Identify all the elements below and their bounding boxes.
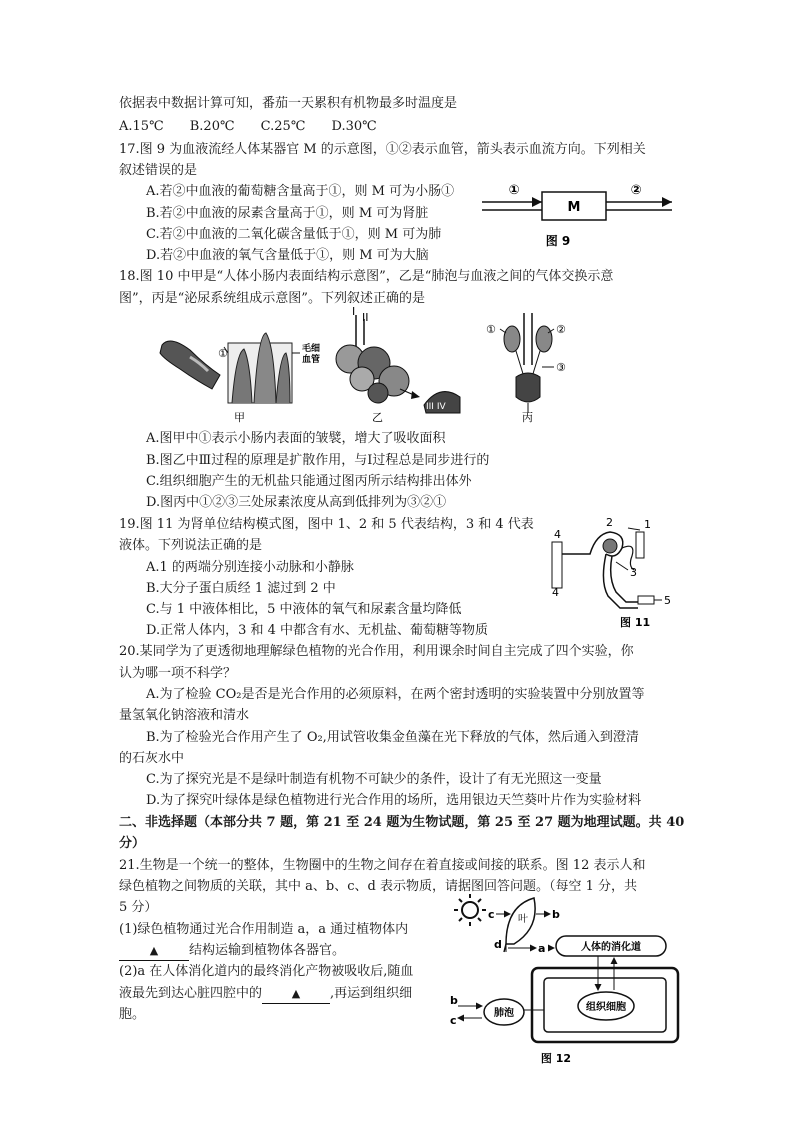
q20-option-b-1[interactable]: B.为了检验光合作用产生了 O₂,用试管收集金鱼藻在光下释放的气体，然后通入到澄清 — [146, 730, 639, 745]
figure-11-label-5: 5 — [664, 594, 671, 607]
q17-stem-1: 17.图 9 为血液流经人体某器官 M 的示意图，①②表示血管，箭头表示血流方向。下列相关 — [119, 142, 646, 157]
figure-10-jia-caption: 甲 — [234, 411, 245, 424]
figure-12-leaf-label: 叶 — [518, 914, 528, 925]
q16-option-b[interactable]: B.20℃ — [189, 119, 235, 134]
figure-10-process-iii-iv-label: III IV — [426, 402, 446, 412]
figure-12-b-left-label: b — [450, 994, 458, 1007]
figure-10-bing-label-2: ② — [556, 323, 566, 336]
q20-option-a-1[interactable]: A.为了检验 CO₂是否是光合作用的必须原料，在两个密封透明的实验装置中分别放置等 — [146, 687, 645, 702]
q20-stem-2: 认为哪一项不科学？ — [119, 666, 237, 681]
figure-10-process-i-label: I — [352, 305, 356, 318]
q16-option-a[interactable]: A.15℃ — [119, 119, 164, 134]
figure-11-label-1: 1 — [644, 518, 651, 531]
figure-10-jia-label-1: ① — [218, 347, 228, 360]
figure-10-bing-urinary — [486, 313, 566, 424]
q21-stem-2: 绿色植物之间物质的关联，其中 a、b、c、d 表示物质，请据图回答问题。（每空 1 分，共 — [119, 879, 637, 894]
q20-option-b-2[interactable]: 的石灰水中 — [119, 751, 185, 766]
q19-stem-2: 液体。下列说法正确的是 — [119, 538, 263, 553]
q16-option-c[interactable]: C.25℃ — [260, 119, 306, 134]
figure-10-diagrams — [150, 305, 590, 427]
figure-12-d-label: d — [494, 938, 502, 951]
figure-12-a-label: a — [538, 942, 546, 955]
q18-stem-2: 图”，丙是“泌尿系统组成示意图”。下列叙述正确的是 — [119, 291, 425, 306]
figure-12-digestive-label: 人体的消化道 — [581, 942, 641, 953]
q19-option-b[interactable]: B.大分子蛋白质经 1 滤过到 2 中 — [146, 581, 336, 596]
section-2-heading: 二、非选择题（本部分共 7 题，第 21 至 24 题为生物试题，第 25 至 27 题为地理试题。共 40 — [119, 815, 685, 830]
q18-option-c[interactable]: C.组织细胞产生的无机盐只能通过图丙所示结构排出体外 — [146, 474, 472, 489]
q17-stem-2: 叙述错误的是 — [119, 163, 198, 178]
q21-part-2-line-2 — [119, 985, 412, 1004]
figure-12-c-left-label: c — [450, 1014, 457, 1027]
figure-10-yi-alveoli — [336, 305, 460, 424]
q17-option-c[interactable]: C.若②中血液的二氧化碳含量低于①，则 M 可为肺 — [146, 227, 442, 242]
q18-option-d[interactable]: D.图丙中①②③三处尿素浓度从高到低排列为③②① — [146, 495, 447, 510]
q16-tail: 依据表中数据计算可知，番茄一天累积有机物最多时温度是 — [119, 96, 458, 111]
figure-10-capillary-label-2: 血管 — [302, 355, 321, 365]
q16-options — [119, 118, 399, 136]
figure-11-caption: 图 11 — [620, 616, 651, 629]
q17-option-b[interactable]: B.若②中血液的尿素含量高于①，则 M 可为肾脏 — [146, 206, 429, 221]
q21-answer-marker-1: ▲ — [149, 944, 159, 957]
figure-12-material-cycle — [448, 892, 680, 1068]
figure-12-tissue-label: 组织细胞 — [586, 1002, 626, 1013]
q18-option-b[interactable]: B.图乙中Ⅲ过程的原理是扩散作用，与Ⅰ过程总是同步进行的 — [146, 453, 490, 468]
q17-option-d[interactable]: D.若②中血液的氧气含量低于①，则 M 可为大脑 — [146, 248, 429, 263]
figure-11-nephron — [536, 512, 676, 632]
figure-10-capillary-label-1: 毛细 — [302, 344, 321, 354]
q21-part-2-text-a: 液最先到达心脏四腔中的 — [119, 986, 263, 1001]
q17-option-a[interactable]: A.若②中血液的葡萄糖含量高于①，则 M 可为小肠① — [146, 184, 455, 199]
figure-9-organ-label: M — [567, 200, 581, 215]
q18-stem-1: 18.图 10 中甲是“人体小肠内表面结构示意图”，乙是“肺泡与血液之间的气体交换示意 — [119, 269, 614, 284]
q19-option-c[interactable]: C.与 1 中液体相比，5 中液体的氧气和尿素含量均降低 — [146, 602, 462, 617]
figure-10-bing-label-3: ③ — [556, 361, 566, 374]
figure-11-label-3: 3 — [630, 566, 637, 579]
figure-12-c-top-label: c — [488, 908, 495, 921]
q21-answer-blank-2[interactable] — [262, 985, 330, 1004]
figure-10-jia-intestine — [160, 333, 320, 424]
figure-11-label-2: 2 — [606, 516, 613, 529]
figure-12-caption: 图 12 — [540, 1052, 572, 1065]
figure-10-bing-caption: 丙 — [522, 411, 533, 424]
q20-option-a-2[interactable]: 量氢氧化钠溶液和清水 — [119, 708, 250, 723]
figure-11-label-4-top: 4 — [554, 528, 561, 541]
q21-part-1-text: 结构运输到植物体各器官。 — [189, 943, 346, 958]
q20-stem-1: 20.某同学为了更透彻地理解绿色植物的光合作用，利用课余时间自主完成了四个实验，你 — [119, 644, 634, 659]
figure-9-organ-diagram — [478, 178, 682, 250]
q21-part-2-text-b: ,再运到组织细 — [330, 986, 413, 1001]
q20-option-d[interactable]: D.为了探究叶绿体是绿色植物进行光合作用的场所，选用银边天竺葵叶片作为实验材料 — [146, 793, 642, 808]
q18-option-a[interactable]: A.图甲中①表示小肠内表面的皱襞，增大了吸收面积 — [146, 431, 446, 446]
q21-part-2-line-1: (2)a 在人体消化道内的最终消化产物被吸收后,随血 — [119, 964, 414, 979]
figure-10-bing-label-1: ① — [486, 323, 496, 336]
q21-answer-blank-1[interactable] — [119, 942, 189, 961]
figure-9-vessel-out-label: ② — [630, 183, 642, 198]
q21-part-2-line-3: 胞。 — [119, 1007, 146, 1022]
figure-12-lung-label: 肺泡 — [494, 1008, 514, 1019]
figure-10-yi-caption: 乙 — [372, 411, 383, 424]
figure-10-process-ii-label: II — [362, 311, 369, 324]
figure-12-b-top-label: b — [552, 908, 560, 921]
q21-part-1-line-1: (1)绿色植物通过光合作用制造 a，a 通过植物体内 — [119, 922, 409, 937]
figure-9-caption: 图 9 — [545, 234, 571, 248]
q19-option-a[interactable]: A.1 的两端分别连接小动脉和小静脉 — [146, 560, 354, 575]
figure-9-vessel-in-label: ① — [508, 183, 520, 198]
q16-option-d[interactable]: D.30℃ — [331, 119, 377, 134]
sun-icon — [454, 894, 486, 926]
q19-option-d[interactable]: D.正常人体内，3 和 4 中都含有水、无机盐、葡萄糖等物质 — [146, 623, 489, 638]
q21-stem-1: 21.生物是一个统一的整体，生物圈中的生物之间存在着直接或间接的联系。图 12 表示人和 — [119, 858, 646, 873]
q21-answer-marker-2: ▲ — [291, 987, 301, 1000]
section-2-heading-cont: 分） — [119, 836, 146, 851]
q20-option-c[interactable]: C.为了探究光是不是绿叶制造有机物不可缺少的条件，设计了有无光照这一变量 — [146, 772, 602, 787]
q21-stem-3: 5 分） — [119, 900, 158, 915]
figure-11-label-4: 4 — [552, 586, 559, 599]
q19-stem-1: 19.图 11 为肾单位结构模式图，图中 1、2 和 5 代表结构，3 和 4 代表 — [119, 517, 534, 532]
q21-part-1-line-2 — [119, 942, 345, 961]
